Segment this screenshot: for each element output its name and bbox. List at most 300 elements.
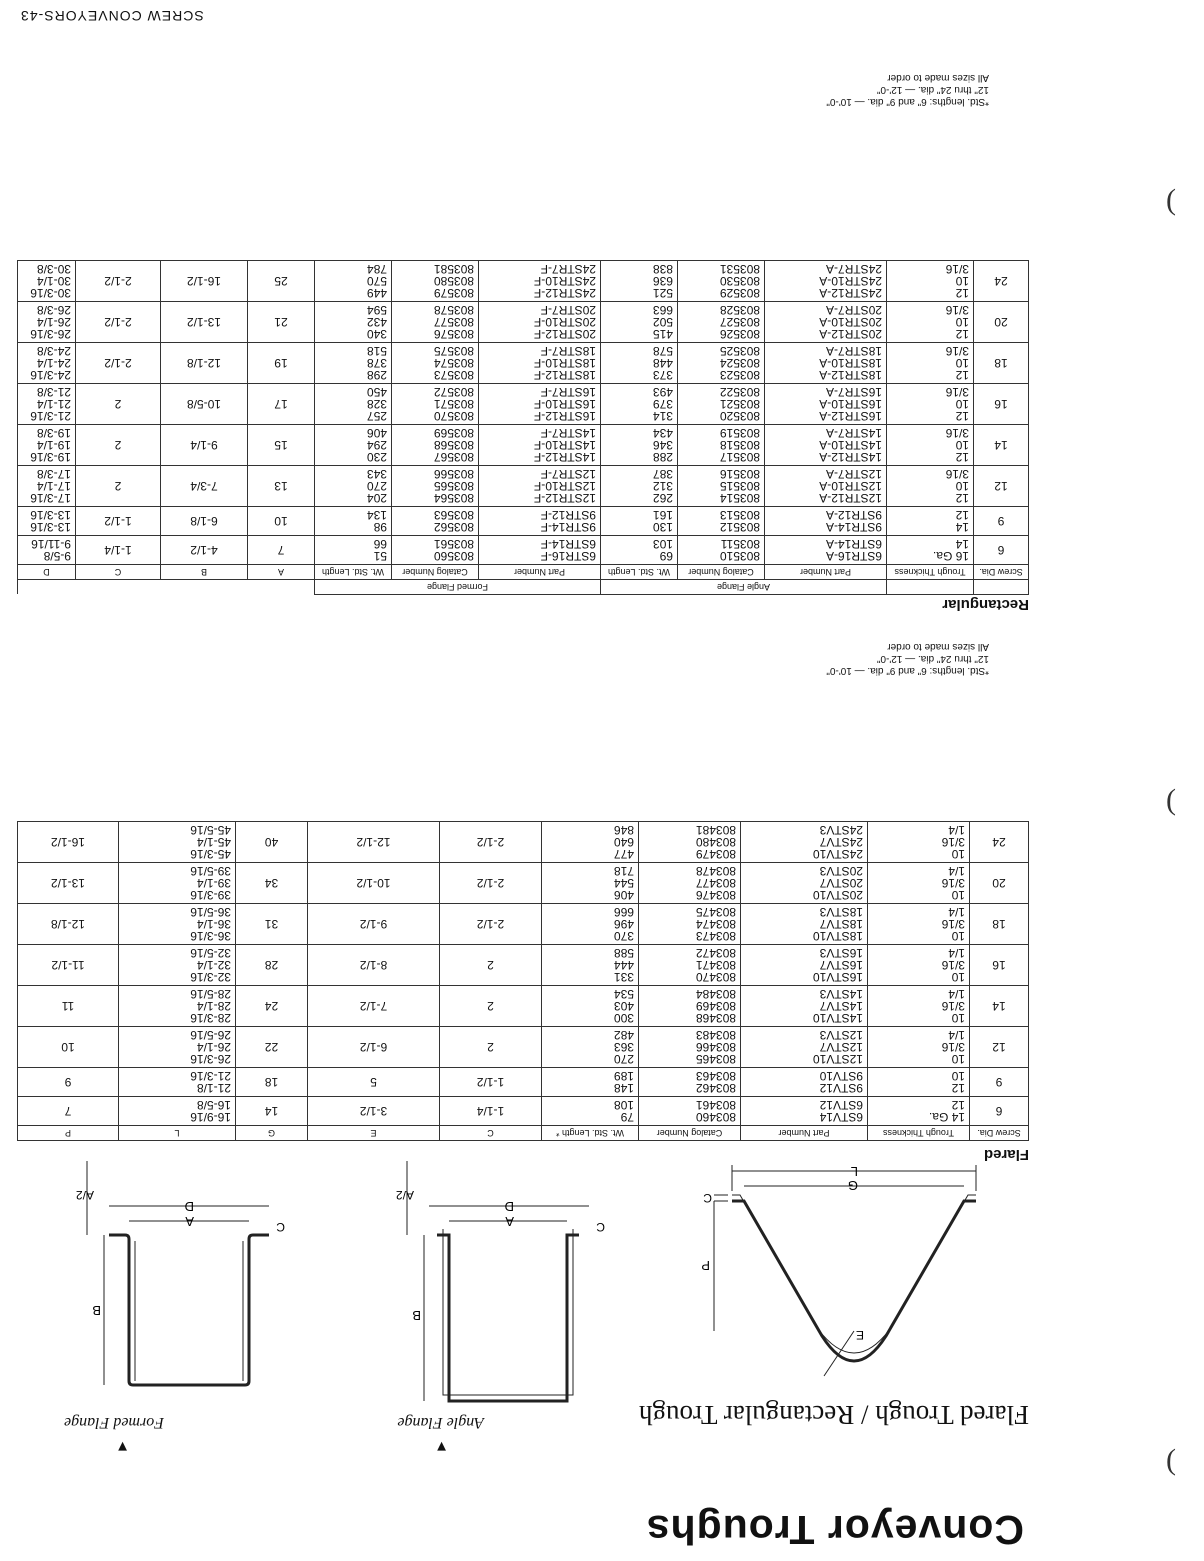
cell-angle-wt-line: 314 [652, 409, 673, 423]
angle-flange-marker-icon: ▼ [434, 1438, 449, 1455]
cell-trough-thickness-line: 10 [951, 929, 965, 943]
cell-angle-catalog-number [678, 425, 765, 466]
cell-trough-thickness-line: 12 [951, 1098, 965, 1112]
cell-angle-wt-line: 448 [652, 356, 673, 370]
cell-d-line: 30-1/4 [36, 274, 71, 288]
cell-angle-part-number-line: 12STR7-A [825, 467, 882, 481]
cell-formed-part-number-line: 14STR10-F [533, 438, 596, 452]
cell-angle-wt-line: 161 [652, 508, 673, 522]
cell-wt-std-length-line: 189 [613, 1069, 634, 1083]
cell-angle-part-number-line: 9STR12-A [825, 508, 882, 522]
flared-section-title: Flared [983, 1146, 1029, 1163]
cell-angle-part-number-line: 20STR10-A [819, 315, 882, 329]
cell-e: 12-1/2 [308, 822, 440, 863]
formed-flange-label: Formed Flange [64, 1414, 164, 1431]
cell-formed-part-number-line: 16STR10-F [533, 397, 596, 411]
flared-dim-e: E [855, 1328, 864, 1342]
cell-wt-std-length-line: 482 [613, 1028, 634, 1042]
cell-wt-std-length [542, 1027, 639, 1068]
cell-part-number-line: 6STV14 [819, 1110, 863, 1124]
cell-angle-part-number-line: 24STR7-A [825, 262, 882, 276]
cell-d-line: 17-1/4 [36, 479, 71, 493]
cell-angle-wt [601, 261, 678, 302]
cell-angle-wt-line: 346 [652, 438, 673, 452]
cell-l [119, 1068, 236, 1097]
page-subtitle: Flared Trough / Rectangular Trough [638, 1400, 1029, 1430]
table-row [18, 536, 1029, 565]
table-row [18, 1027, 1029, 1068]
blank-group [887, 580, 974, 595]
cell-part-number-line: 20STV7 [819, 876, 863, 890]
cell-l [119, 1097, 236, 1126]
cell-d-line: 17-3/8 [36, 467, 71, 481]
cell-formed-wt-line: 257 [366, 409, 387, 423]
cell-part-number [741, 1068, 868, 1097]
cell-c: 2 [440, 986, 542, 1027]
cell-formed-part-number-line: 6STR16-F [540, 549, 596, 563]
angle-dim-a2: A/2 [395, 1188, 414, 1202]
cell-wt-std-length-line: 331 [613, 970, 634, 984]
angle-dim-d: D [504, 1199, 514, 1214]
cell-formed-part-number [479, 536, 601, 565]
cell-trough-thickness-line: 3/16 [941, 1040, 965, 1054]
cell-angle-catalog-number-line: 803523 [719, 368, 760, 382]
rectangular-section-title: Rectangular [942, 596, 1029, 613]
cell-formed-wt-line: 134 [366, 508, 387, 522]
cell-part-number-line: 20STV10 [812, 888, 863, 902]
col-trough-thickness: Trough Thickness [868, 1126, 970, 1141]
cell-angle-catalog-number-line: 803531 [719, 262, 760, 276]
cell-p: 9 [18, 1068, 119, 1097]
cell-trough-thickness-line: 10 [951, 1052, 965, 1066]
cell-wt-std-length [542, 1097, 639, 1126]
cell-angle-wt-line: 636 [652, 274, 673, 288]
cell-trough-thickness-line: 14 [955, 520, 969, 534]
cell-part-number-line: 18STV3 [819, 905, 863, 919]
cell-angle-wt-line: 578 [652, 344, 673, 358]
cell-angle-wt-line: 373 [652, 368, 673, 382]
cell-d-line: 19-1/4 [36, 438, 71, 452]
angle-dim-b: B [412, 1308, 421, 1323]
cell-angle-wt-line: 493 [652, 385, 673, 399]
table-row [18, 1068, 1029, 1097]
cell-angle-part-number-line: 14STR10-A [819, 438, 882, 452]
cell-c: 2-1/2 [440, 822, 542, 863]
cell-trough-thickness-line: 10 [951, 1011, 965, 1025]
cell-l [119, 986, 236, 1027]
cell-d [18, 425, 76, 466]
cell-trough-thickness-line: 3/16 [945, 426, 969, 440]
cell-screw-dia: 24 [970, 822, 1029, 863]
col-c: C [440, 1126, 542, 1141]
cell-d-line: 30-3/8 [36, 262, 71, 276]
cell-angle-catalog-number-line: 803522 [719, 385, 760, 399]
cell-angle-part-number-line: 6STR16-A [825, 549, 882, 563]
cell-formed-catalog-number-line: 803561 [433, 537, 474, 551]
cell-angle-catalog-number [678, 384, 765, 425]
formed-dim-a2: A/2 [75, 1188, 94, 1202]
cell-wt-std-length-line: 544 [613, 876, 634, 890]
cell-d [18, 536, 76, 565]
cell-formed-part-number [479, 425, 601, 466]
note-line: 12" thru 24" dia. — 12'-0" [876, 653, 989, 664]
cell-angle-part-number [765, 466, 887, 507]
cell-angle-wt-line: 130 [652, 520, 673, 534]
cell-trough-thickness-line: 10 [951, 970, 965, 984]
cell-formed-wt [315, 536, 392, 565]
cell-angle-part-number-line: 16STR7-A [825, 385, 882, 399]
cell-d-line: 24-3/8 [36, 344, 71, 358]
cell-trough-thickness-line: 10 [955, 438, 969, 452]
page-title: Conveyor Troughs [645, 1507, 1024, 1553]
table-row [18, 945, 1029, 986]
cell-c: 2 [440, 945, 542, 986]
cell-formed-wt-line: 328 [366, 397, 387, 411]
cell-angle-part-number-line: 6STR14-A [825, 537, 882, 551]
cell-formed-catalog-number [392, 302, 479, 343]
cell-catalog-number-line: 803469 [695, 999, 736, 1013]
cell-formed-part-number-line: 12STR12-F [533, 491, 596, 505]
cell-part-number [741, 1097, 868, 1126]
cell-part-number-line: 24STV3 [819, 823, 863, 837]
cell-l-line: 26-5/16 [190, 1028, 231, 1042]
cell-formed-catalog-number-line: 803566 [433, 467, 474, 481]
cell-trough-thickness-line: 3/16 [941, 835, 965, 849]
cell-wt-std-length-line: 370 [613, 929, 634, 943]
cell-part-number-line: 9STV10 [819, 1069, 863, 1083]
cell-angle-catalog-number-line: 803526 [719, 327, 760, 341]
cell-p: 11 [18, 986, 119, 1027]
cell-l-line: 36-1/4 [196, 917, 231, 931]
formed-dim-c: C [276, 1220, 285, 1234]
cell-formed-wt [315, 384, 392, 425]
cell-wt-std-length-line: 108 [613, 1098, 634, 1112]
cell-angle-part-number-line: 18STR10-A [819, 356, 882, 370]
cell-angle-part-number-line: 14STR7-A [825, 426, 882, 440]
note-line: 12" thru 24" dia. — 12'-0" [876, 84, 989, 95]
cell-d-line: 13-3/16 [30, 508, 71, 522]
cell-formed-part-number-line: 18STR12-F [533, 368, 596, 382]
formed-flange-marker-icon: ▼ [115, 1438, 130, 1455]
cell-l [119, 1027, 236, 1068]
cell-d-line: 21-3/8 [36, 385, 71, 399]
cell-trough-thickness-line: 3/16 [941, 999, 965, 1013]
cell-formed-part-number-line: 24STR12-F [533, 286, 596, 300]
cell-angle-part-number-line: 20STR7-A [825, 303, 882, 317]
cell-formed-part-number [479, 343, 601, 384]
cell-formed-wt [315, 343, 392, 384]
formed-dim-a: A [185, 1214, 194, 1229]
cell-trough-thickness-line: 14 Ga. [928, 1110, 965, 1124]
col-formed-wt: Wt. Std. Length [315, 565, 392, 580]
col-angle-part-number: Part Number [765, 565, 887, 580]
note-line: All sizes made to order [887, 641, 989, 652]
cell-angle-wt-line: 415 [652, 327, 673, 341]
cell-formed-catalog-number-line: 803573 [433, 368, 474, 382]
cell-trough-thickness-line: 12 [955, 508, 969, 522]
cell-wt-std-length [542, 822, 639, 863]
margin-paren: ) [1166, 188, 1176, 221]
table-row [18, 507, 1029, 536]
cell-trough-thickness-line: 3/16 [945, 262, 969, 276]
cell-angle-catalog-number-line: 803519 [719, 426, 760, 440]
cell-part-number [741, 822, 868, 863]
cell-wt-std-length-line: 477 [613, 847, 634, 861]
cell-formed-catalog-number-line: 803575 [433, 344, 474, 358]
cell-screw-dia: 24 [974, 261, 1029, 302]
cell-d [18, 507, 76, 536]
cell-formed-part-number-line: 14STR12-F [533, 450, 596, 464]
cell-catalog-number-line: 803466 [695, 1040, 736, 1054]
cell-part-number-line: 18STV7 [819, 917, 863, 931]
cell-angle-catalog-number [678, 343, 765, 384]
cell-e: 10-1/2 [308, 863, 440, 904]
cell-trough-thickness-line: 10 [955, 397, 969, 411]
cell-angle-part-number [765, 536, 887, 565]
cell-screw-dia: 16 [970, 945, 1029, 986]
cell-l-line: 28-5/16 [190, 987, 231, 1001]
cell-screw-dia: 18 [970, 904, 1029, 945]
cell-trough-thickness-line: 3/16 [941, 958, 965, 972]
table-header-row [18, 565, 1029, 580]
group-formed-flange: Formed Flange [315, 580, 601, 595]
cell-l-line: 16-9/16 [190, 1110, 231, 1124]
cell-d-line: 9-11/16 [31, 537, 71, 551]
cell-l-line: 21-3/16 [190, 1069, 231, 1083]
cell-catalog-number-line: 803478 [695, 864, 736, 878]
cell-part-number-line: 16STV7 [819, 958, 863, 972]
cell-catalog-number-line: 803471 [695, 958, 736, 972]
cell-trough-thickness-line: 1/4 [948, 823, 965, 837]
cell-formed-wt-line: 449 [366, 286, 387, 300]
cell-screw-dia: 9 [970, 1068, 1029, 1097]
cell-part-number-line: 24STV7 [819, 835, 863, 849]
cell-angle-catalog-number [678, 466, 765, 507]
note-line: *Std. lengths: 6" and 9" dia. — 10'-0" [826, 665, 989, 676]
cell-formed-part-number-line: 12STR7-F [540, 467, 596, 481]
cell-angle-catalog-number [678, 302, 765, 343]
cell-c: 2-1/2 [440, 863, 542, 904]
cell-l-line: 26-1/4 [196, 1040, 231, 1054]
cell-part-number-line: 6STV12 [819, 1098, 863, 1112]
cell-wt-std-length-line: 363 [613, 1040, 634, 1054]
cell-formed-catalog-number-line: 803560 [433, 549, 474, 563]
cell-screw-dia: 20 [970, 863, 1029, 904]
table-row [18, 863, 1029, 904]
cell-catalog-number [639, 904, 741, 945]
col-formed-catalog-number: Catalog Number [392, 565, 479, 580]
flared-dim-c: C [703, 1191, 712, 1205]
cell-angle-part-number [765, 425, 887, 466]
col-angle-wt: Wt. Std. Length [601, 565, 678, 580]
cell-trough-thickness-line: 3/16 [945, 344, 969, 358]
cell-part-number-line: 24STV10 [812, 847, 863, 861]
cell-catalog-number-line: 803465 [695, 1052, 736, 1066]
cell-trough-thickness [868, 822, 970, 863]
cell-angle-catalog-number-line: 803518 [719, 438, 760, 452]
cell-trough-thickness-line: 10 [955, 274, 969, 288]
cell-angle-catalog-number-line: 803516 [719, 467, 760, 481]
cell-angle-part-number-line: 24STR10-A [819, 274, 882, 288]
formed-dim-b: B [92, 1303, 101, 1318]
cell-formed-catalog-number-line: 803563 [433, 508, 474, 522]
cell-wt-std-length-line: 403 [613, 999, 634, 1013]
cell-angle-catalog-number-line: 803530 [719, 274, 760, 288]
cell-g: 28 [236, 945, 308, 986]
cell-wt-std-length-line: 640 [613, 835, 634, 849]
cell-formed-wt-line: 66 [373, 537, 387, 551]
cell-c: 2-1/2 [76, 261, 161, 302]
cell-trough-thickness [868, 986, 970, 1027]
cell-angle-part-number-line: 16STR10-A [819, 397, 882, 411]
cell-wt-std-length [542, 904, 639, 945]
cell-angle-wt-line: 387 [652, 467, 673, 481]
cell-angle-wt [601, 343, 678, 384]
cell-formed-catalog-number [392, 261, 479, 302]
cell-formed-catalog-number [392, 536, 479, 565]
cell-formed-wt-line: 298 [366, 368, 387, 382]
cell-trough-thickness-line: 12 [955, 450, 969, 464]
cell-trough-thickness-line: 3/16 [945, 467, 969, 481]
cell-l-line: 28-1/4 [196, 999, 231, 1013]
col-screw-dia: Screw Dia. [970, 1126, 1029, 1141]
cell-formed-part-number-line: 14STR7-F [540, 426, 596, 440]
cell-c: 1-1/4 [440, 1097, 542, 1126]
cell-a: 25 [248, 261, 315, 302]
cell-c: 2-1/2 [76, 302, 161, 343]
cell-part-number-line: 14STV7 [819, 999, 863, 1013]
cell-e: 7-1/2 [308, 986, 440, 1027]
cell-formed-wt-line: 406 [366, 426, 387, 440]
cell-d [18, 343, 76, 384]
cell-catalog-number-line: 803484 [695, 987, 736, 1001]
cell-trough-thickness [887, 302, 974, 343]
cell-c: 1-1/2 [440, 1068, 542, 1097]
cell-a: 15 [248, 425, 315, 466]
table-row [18, 1097, 1029, 1126]
cell-d-line: 17-3/16 [30, 491, 71, 505]
cell-wt-std-length [542, 1068, 639, 1097]
cell-b: 10-5/8 [161, 384, 248, 425]
cell-formed-part-number-line: 18STR7-F [540, 344, 596, 358]
table-row [18, 466, 1029, 507]
col-p: P [18, 1126, 119, 1141]
cell-angle-catalog-number-line: 803520 [719, 409, 760, 423]
cell-formed-part-number-line: 20STR12-F [533, 327, 596, 341]
cell-trough-thickness-line: 12 [951, 1081, 965, 1095]
cell-formed-part-number [479, 466, 601, 507]
cell-formed-part-number-line: 6STR14-F [540, 537, 596, 551]
cell-angle-wt-line: 288 [652, 450, 673, 464]
col-d: D [18, 565, 76, 580]
cell-trough-thickness-line: 3/16 [941, 876, 965, 890]
cell-wt-std-length [542, 986, 639, 1027]
table-row [18, 904, 1029, 945]
cell-trough-thickness-line: 12 [955, 491, 969, 505]
cell-angle-wt [601, 507, 678, 536]
cell-l [119, 904, 236, 945]
cell-trough-thickness-line: 14 [955, 537, 969, 551]
cell-catalog-number-line: 803480 [695, 835, 736, 849]
cell-trough-thickness-line: 12 [955, 286, 969, 300]
cell-part-number-line: 20STV3 [819, 864, 863, 878]
cell-formed-wt-line: 340 [366, 327, 387, 341]
cell-angle-part-number-line: 24STR12-A [819, 286, 882, 300]
cell-part-number [741, 904, 868, 945]
cell-formed-catalog-number-line: 803565 [433, 479, 474, 493]
cell-formed-catalog-number-line: 803579 [433, 286, 474, 300]
cell-formed-catalog-number [392, 343, 479, 384]
cell-angle-wt [601, 302, 678, 343]
cell-l-line: 39-5/16 [190, 864, 231, 878]
cell-catalog-number [639, 1027, 741, 1068]
cell-angle-wt [601, 536, 678, 565]
cell-trough-thickness-line: 1/4 [948, 905, 965, 919]
cell-angle-catalog-number-line: 803528 [719, 303, 760, 317]
cell-catalog-number-line: 803477 [695, 876, 736, 890]
cell-angle-wt-line: 838 [652, 262, 673, 276]
cell-e: 9-1/2 [308, 904, 440, 945]
cell-formed-wt-line: 343 [366, 467, 387, 481]
cell-wt-std-length-line: 846 [613, 823, 634, 837]
cell-wt-std-length-line: 406 [613, 888, 634, 902]
cell-p: 7 [18, 1097, 119, 1126]
cell-formed-wt-line: 204 [366, 491, 387, 505]
cell-c: 2-1/2 [76, 343, 161, 384]
cell-angle-catalog-number-line: 803517 [719, 450, 760, 464]
note-line: *Std. lengths: 6" and 9" dia. — 10'-0" [826, 96, 989, 107]
cell-formed-part-number-line: 20STR10-F [533, 315, 596, 329]
cell-part-number-line: 18STV10 [812, 929, 863, 943]
cell-trough-thickness-line: 1/4 [948, 946, 965, 960]
cell-formed-catalog-number-line: 803578 [433, 303, 474, 317]
cell-trough-thickness-line: 1/4 [948, 987, 965, 1001]
cell-trough-thickness-line: 3/16 [945, 303, 969, 317]
cell-part-number [741, 1027, 868, 1068]
cell-part-number-line: 16STV3 [819, 946, 863, 960]
cell-angle-part-number-line: 16STR12-A [819, 409, 882, 423]
cell-part-number [741, 863, 868, 904]
cell-formed-part-number-line: 24STR7-F [540, 262, 596, 276]
cell-e: 5 [308, 1068, 440, 1097]
cell-catalog-number [639, 945, 741, 986]
cell-formed-catalog-number-line: 803568 [433, 438, 474, 452]
cell-angle-catalog-number-line: 803524 [719, 356, 760, 370]
group-angle-flange: Angle Flange [601, 580, 887, 595]
angle-flange-diagram [389, 1141, 619, 1461]
cell-angle-wt-line: 379 [652, 397, 673, 411]
cell-d-line: 21-1/4 [36, 397, 71, 411]
col-c: C [76, 565, 161, 580]
cell-formed-wt [315, 261, 392, 302]
cell-formed-catalog-number [392, 425, 479, 466]
cell-trough-thickness-line: 10 [951, 888, 965, 902]
cell-angle-part-number [765, 343, 887, 384]
cell-formed-wt [315, 507, 392, 536]
cell-screw-dia: 12 [970, 1027, 1029, 1068]
cell-formed-part-number [479, 261, 601, 302]
cell-formed-wt-line: 98 [373, 520, 387, 534]
col-trough-thickness: Trough Thickness [887, 565, 974, 580]
cell-formed-wt-line: 432 [366, 315, 387, 329]
cell-g: 18 [236, 1068, 308, 1097]
cell-trough-thickness-line: 12 [955, 327, 969, 341]
table-header-row [18, 1126, 1029, 1141]
cell-catalog-number-line: 803462 [695, 1081, 736, 1095]
cell-catalog-number-line: 803481 [695, 823, 736, 837]
cell-l-line: 36-5/16 [190, 905, 231, 919]
cell-c: 2 [76, 466, 161, 507]
